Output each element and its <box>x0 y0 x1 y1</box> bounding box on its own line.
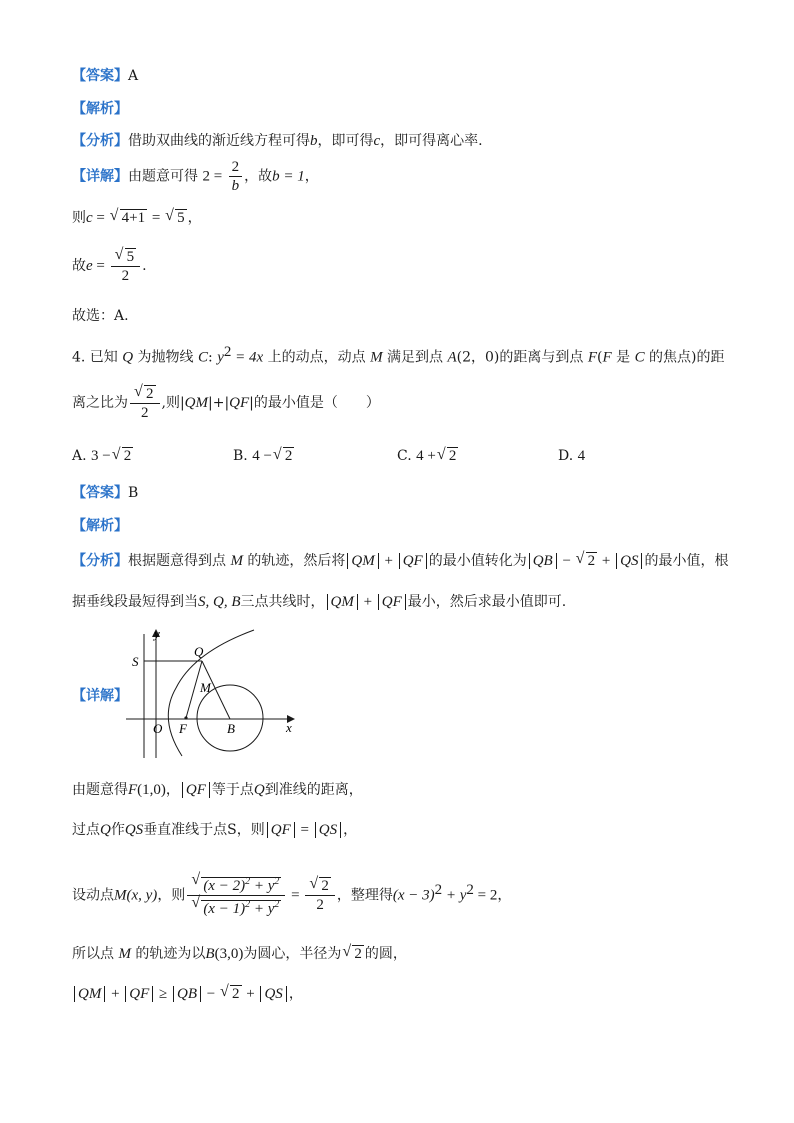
q4-stem-line-2 <box>72 382 380 424</box>
label-m: M <box>200 680 211 695</box>
detail-text: 垂直准线于点S，则 <box>143 822 265 838</box>
fenxi-text: 的最小值转化为 <box>428 553 527 569</box>
detail-text: ， <box>497 887 512 904</box>
fenxi-tag: 【分析】 <box>72 133 128 149</box>
q4-detail-line-1 <box>72 780 363 800</box>
stem-text: (2，0)的距离与到点 <box>456 349 588 366</box>
var-m: M <box>230 553 243 569</box>
plus: + <box>598 553 615 569</box>
exponent: 2 <box>466 882 474 898</box>
fraction-denominator: 2 <box>121 267 130 284</box>
var-b: b <box>310 133 318 149</box>
abs-qs: QS <box>260 986 286 1002</box>
detail-text: 过点 <box>72 822 100 838</box>
term: + y <box>442 887 467 904</box>
detail-text: ，故 <box>244 168 273 185</box>
sqrt <box>220 984 242 1004</box>
stem-text: 4. 已知 <box>72 349 123 366</box>
equals: = <box>92 210 109 226</box>
exponent: 2 <box>245 876 251 888</box>
q4-detail-line-3 <box>72 860 511 926</box>
fraction-numerator <box>130 385 160 404</box>
fenxi-text: 借助双曲线的渐近线方程可得 <box>128 133 310 149</box>
stem-text: : <box>208 349 218 366</box>
label-s: S <box>132 654 139 669</box>
option-label: A. <box>72 448 87 464</box>
term: (x − 1) <box>203 901 246 918</box>
equation: = 4x <box>231 349 264 366</box>
answer-value: B <box>128 485 139 501</box>
radicand: 2 <box>587 553 596 569</box>
fraction-numerator <box>111 248 141 267</box>
equals: = <box>92 258 109 274</box>
answer-tag: 【答案】 <box>72 68 128 84</box>
var-q: Q <box>253 782 265 798</box>
prefix: 则 <box>72 210 86 226</box>
plus: + <box>107 986 124 1002</box>
fenxi-text: 根据题意得到点 <box>128 553 231 569</box>
abs-qs: QS <box>315 822 341 838</box>
option-label: C. <box>397 448 412 464</box>
q3-c-line <box>72 208 202 228</box>
parabola <box>168 630 254 756</box>
label-y: y <box>154 626 160 641</box>
analysis-tag: 【解析】 <box>72 518 128 534</box>
exponent: 2 <box>434 882 443 898</box>
seg-qs: QS <box>124 822 144 838</box>
radicand: 2 <box>232 986 240 1002</box>
detail-text: 到准线的距离， <box>264 782 363 798</box>
sqrt <box>437 448 459 465</box>
sqrt <box>134 385 156 403</box>
detail-text: 作 <box>110 822 125 838</box>
detail-text: 所以点 <box>72 946 119 962</box>
q4-analysis-line <box>72 516 128 536</box>
fenxi-text: 最小，然后求最小值即可. <box>407 594 567 610</box>
radicand: 5 <box>177 210 185 226</box>
abs-qs: QS <box>616 553 642 569</box>
answer-value: A <box>128 68 139 84</box>
q4-detail-line-2 <box>72 820 357 840</box>
abs-qf: QF <box>267 822 295 838</box>
radicand: 2 <box>354 946 362 962</box>
label-o: O <box>153 721 163 736</box>
var-q: Q <box>100 822 111 838</box>
stem-text: |的最小值是（ ） <box>249 395 380 411</box>
term: + y <box>250 901 275 918</box>
var-f: F <box>602 349 612 366</box>
radicand: 2 <box>123 448 132 464</box>
sqrt <box>273 448 295 465</box>
stem-text: 为抛物线 <box>133 349 199 366</box>
sqrt <box>309 877 331 895</box>
detail-text: 的圆， <box>364 946 407 962</box>
fraction-numerator: 2 <box>229 158 243 177</box>
var-a: A <box>447 349 457 366</box>
abs-qb: QB <box>173 986 201 1002</box>
var-f: F <box>128 782 138 798</box>
answer-tag: 【答案】 <box>72 485 128 501</box>
sqrt <box>115 248 137 266</box>
radicand: 2 <box>321 878 329 895</box>
label-x: x <box>286 720 292 735</box>
fraction-denominator: 2 <box>316 897 324 914</box>
abs-qm: QM <box>74 986 105 1002</box>
suffix: ， <box>187 210 202 226</box>
sqrt <box>110 208 147 228</box>
option-label: B. <box>233 448 248 464</box>
abs-qf: QF <box>182 782 210 798</box>
stem-text: 是 <box>611 349 635 366</box>
equals: = <box>148 210 165 226</box>
var-c: C <box>198 349 209 366</box>
fraction-numerator <box>187 873 285 896</box>
stem-text: 的焦点)的距 <box>644 349 725 366</box>
equation-lhs: 2 = <box>202 168 223 185</box>
detail-text: 由题意得 <box>72 782 128 798</box>
seg-qm: QM <box>184 395 208 411</box>
fenxi-text: 三点共线时， <box>240 594 325 610</box>
detail-text: ， <box>343 822 358 838</box>
q4-fenxi-line-2 <box>72 592 566 612</box>
q4-detail-line-5 <box>72 984 303 1004</box>
geq: ≥ <box>155 986 172 1002</box>
plus: + <box>242 986 259 1002</box>
radicand: 4+1 <box>121 210 146 226</box>
minus: − <box>558 553 575 569</box>
suffix: . <box>142 258 147 274</box>
abs-qb: QB <box>529 553 557 569</box>
radicand: 2 <box>284 448 293 464</box>
option-b[interactable] <box>233 448 295 465</box>
fenxi-text: 的轨迹，然后将 <box>242 553 346 569</box>
detail-text: 由题意可得 <box>128 168 198 185</box>
option-d[interactable] <box>558 448 585 465</box>
detail-tag: 【详解】 <box>72 688 128 704</box>
var-q: Q <box>122 349 134 366</box>
sqrt <box>191 873 281 895</box>
abs-qf: QF <box>399 553 427 569</box>
q3-detail-line <box>72 158 319 195</box>
fraction <box>111 248 141 285</box>
q3-choose-line <box>72 306 129 326</box>
choose-text: 故选：A. <box>72 308 129 324</box>
fraction-denominator: b <box>231 178 240 194</box>
term: (x − 2) <box>203 878 246 895</box>
plus: + <box>359 594 376 610</box>
stem-text: |+| <box>208 395 230 411</box>
fenxi-text: 据垂线段最短得到当 <box>72 594 198 610</box>
q4-fenxi-line-1 <box>72 551 728 571</box>
equation-b: b = 1 <box>272 168 305 185</box>
fraction-numerator <box>305 877 335 896</box>
detail-text: ，整理得 <box>336 887 393 904</box>
stem-text: 上的动点，动点 <box>263 349 371 366</box>
detail-text: 设动点 <box>72 887 114 904</box>
stem-text: 满足到点 <box>382 349 448 366</box>
fraction <box>130 385 160 422</box>
abs-qm: QM <box>327 594 358 610</box>
fenxi-text: 的最小值，根 <box>644 553 729 569</box>
var-f: F <box>587 349 598 366</box>
q3-analysis-line <box>72 99 128 119</box>
coord: (3,0) <box>214 946 244 962</box>
equals: = <box>287 887 304 904</box>
var-y: y <box>217 349 224 366</box>
label-f: F <box>179 721 187 736</box>
option-value: 4 + <box>416 448 436 464</box>
option-value: 4 <box>577 448 586 464</box>
fraction-denominator: 2 <box>141 404 149 421</box>
q3-fenxi-line <box>72 131 483 151</box>
term: + y <box>250 878 275 895</box>
q4-stem-line-1 <box>72 342 725 368</box>
abs-qf: QF <box>378 594 406 610</box>
var-c: c <box>373 133 381 149</box>
prefix: 故 <box>72 258 86 274</box>
detail-text: 为圆心，半径为 <box>243 946 342 962</box>
radicand: 2 <box>448 448 457 464</box>
var-m: M <box>118 946 131 962</box>
exponent: 2 <box>223 344 232 360</box>
option-label: D. <box>558 448 574 464</box>
q3-e-line <box>72 246 147 286</box>
var-e: e <box>86 258 93 274</box>
option-value: 4 − <box>252 448 272 464</box>
exponent: 2 <box>274 899 280 911</box>
label-q: Q <box>194 644 204 659</box>
q4-detail-line-4 <box>72 944 407 964</box>
radicand: 2 <box>146 385 154 402</box>
abs-qm: QM <box>347 553 378 569</box>
term: = 2 <box>473 887 498 904</box>
option-a[interactable] <box>72 448 134 465</box>
var-m: M <box>114 887 127 904</box>
detail-text: ，则 <box>157 887 186 904</box>
q4-answer-line <box>72 483 138 503</box>
option-value: 3 − <box>91 448 111 464</box>
minus: − <box>203 986 219 1002</box>
detail-text: ， <box>288 986 303 1002</box>
fenxi-text: ，即可得 <box>317 133 374 149</box>
label-b: B <box>227 721 235 736</box>
parabola-circle-figure <box>124 626 300 760</box>
var-c: C <box>634 349 645 366</box>
fraction <box>305 877 335 914</box>
sqrt <box>165 208 187 228</box>
option-c[interactable] <box>397 448 459 465</box>
detail-text: ， <box>304 168 319 185</box>
coord: (x, y) <box>126 887 158 904</box>
var-m: M <box>370 349 383 366</box>
sqrt <box>191 896 281 918</box>
analysis-tag: 【解析】 <box>72 101 128 117</box>
focus-point <box>184 716 187 719</box>
fenxi-text: ，即可得离心率. <box>380 133 483 149</box>
q4-detail-tag-line <box>72 686 128 706</box>
detail-text: 等于点 <box>211 782 254 798</box>
exponent: 2 <box>245 899 251 911</box>
seg-qf: QF <box>229 395 250 411</box>
stem-text: 离之比为 <box>72 395 128 411</box>
exponent: 2 <box>274 876 280 888</box>
fraction <box>229 158 243 195</box>
detail-text: ， <box>165 782 180 798</box>
abs-qf: QF <box>125 986 153 1002</box>
sqrt <box>342 944 364 964</box>
fenxi-tag: 【分析】 <box>72 553 128 569</box>
equals: = <box>296 822 313 838</box>
plus: + <box>380 553 397 569</box>
coord: (1,0) <box>137 782 166 798</box>
var-b: B <box>205 946 215 962</box>
sqrt <box>112 448 134 465</box>
stem-text: ,则| <box>161 395 185 411</box>
fraction-denominator <box>187 896 285 918</box>
sqrt <box>576 551 598 571</box>
q3-answer-line <box>72 66 138 86</box>
detail-text: 的轨迹为以 <box>130 946 206 962</box>
stem-text: ( <box>597 349 603 366</box>
detail-tag: 【详解】 <box>72 168 128 185</box>
var-c: c <box>86 210 93 226</box>
radicand: 5 <box>126 248 135 265</box>
distance-ratio-fraction <box>187 873 285 918</box>
term: (x − 3) <box>392 887 435 904</box>
points-sqb: S, Q, B <box>198 594 241 610</box>
